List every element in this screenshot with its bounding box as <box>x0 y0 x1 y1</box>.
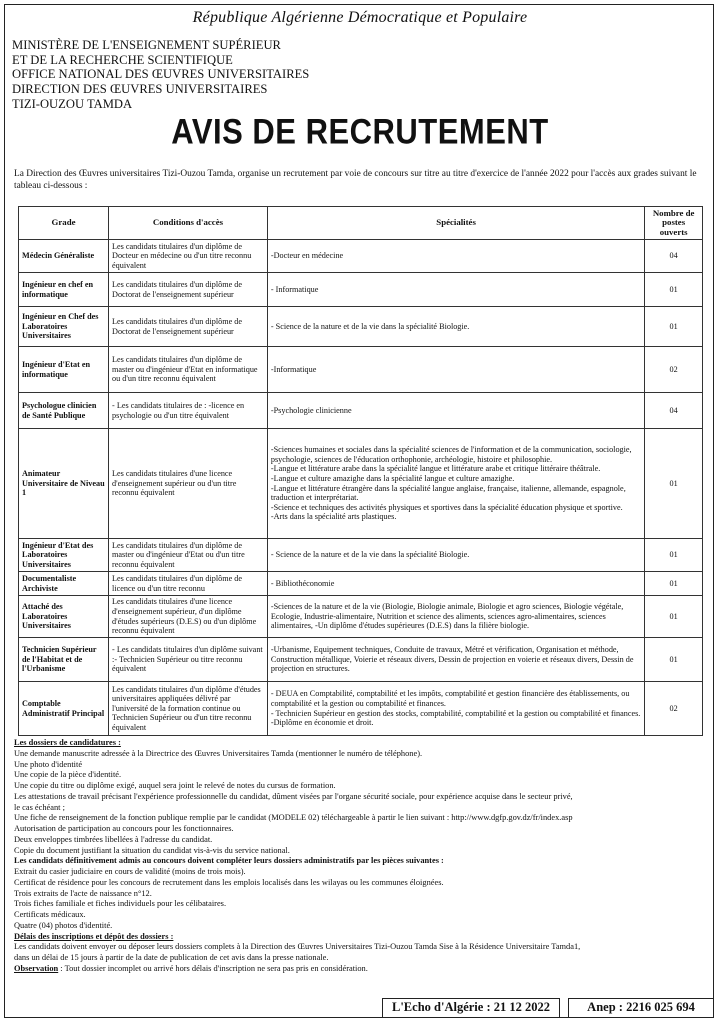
specialite-line: -Diplôme en économie et droit. <box>270 718 374 728</box>
ministry-line: ET DE LA RECHERCHE SCIENTIFIQUE <box>12 52 233 67</box>
postes-cell: 01 <box>645 539 703 572</box>
dossier-item: Une copie du titre ou diplôme exigé, auquel sera joint le relevé de notes du cursus de formation. <box>14 781 336 790</box>
admis-title: Les candidats définitivement admis au concours doivent compléter leurs dossiers administratifs par les pièces suivantes : <box>14 856 444 866</box>
observation-text: : Tout dossier incomplet ou arrivé hors délais d'inscription ne sera pas pris en considération. <box>58 963 368 973</box>
dossier-item: Les attestations de travail précisant l'expérience professionnelle du candidat, dûment visées par l'organe sécurité sociale, pour expérience acquise dans le secteur privé, <box>14 791 573 801</box>
specialite-line: -Sciences humaines et sociales dans la spécialité sciences de l'information et de la communication, sociologie, <box>270 445 632 455</box>
conditions-cell: Les candidats titulaires d'un diplôme de Doctorat de l'enseignement supérieur <box>109 273 268 307</box>
recruitment-table <box>18 206 703 736</box>
observation-label: Observation <box>14 963 59 973</box>
ministry-block <box>12 38 309 112</box>
admis-item: Extrait du casier judiciaire en cours de validité (moins de trois mois). <box>14 867 246 876</box>
specialites-cell: - Science de la nature et de la vie dans la spécialité Biologie. <box>267 307 644 347</box>
grade-cell: Technicien Supérieur de l'Habitat et de l'Urbanisme <box>19 638 109 682</box>
ministry-line: MINISTÈRE DE L'ENSEIGNEMENT SUPÉRIEUR <box>12 38 281 52</box>
dossier-item: Une fiche de renseignement de la fonction publique remplie par le candidat (MODELE 02) téléchargeable à partir le lien suivant : http://www.dgfp.gov.dz/fr/index.asp <box>14 813 573 823</box>
conditions-cell: - Les candidats titulaires de : -licence en psychologie ou d'un titre équivalent <box>109 393 268 429</box>
dossier-item: Autorisation de participation au concours pour les fonctionnaires. <box>14 824 234 833</box>
conditions-cell: Les candidats titulaires d'un diplôme de Doctorat de l'enseignement supérieur <box>109 307 268 347</box>
specialites-cell: -Docteur en médecine <box>267 240 644 273</box>
dossier-item: Une demande manuscrite adressée à la Directrice des Œuvres Universitaires Tamda (mentionner le numéro de téléphone). <box>14 748 423 758</box>
admis-item: Quatre (04) photos d'identité. <box>14 920 113 930</box>
specialites-cell: -Urbanisme, Equipement techniques, Conduite de travaux, Métré et vérification, Organisation et méthode, Construction métallique, Voierie et réseaux divers, Dessin de projection en voierie et réseaux divers, Dessin de projection en structures. <box>267 638 644 682</box>
header-postes: Nombre de postes ouverts <box>645 207 703 240</box>
specialite-line: -Langue et littérature arabe dans la spécialité langue et littérature arabe et critique littéraire théâtrale. <box>270 464 601 474</box>
specialites-cell: - Informatique <box>267 273 644 307</box>
dossier-item: Une photo d'identité <box>14 759 83 769</box>
postes-cell: 01 <box>645 596 703 638</box>
grade-cell: Documentaliste Archiviste <box>19 572 109 596</box>
table-row <box>19 682 703 736</box>
dossier-item: Une copie de la pièce d'identité. <box>14 770 122 780</box>
specialites-cell <box>267 429 644 539</box>
dossier-item: Copie du document justifiant la situation du candidat vis-à-vis du service national. <box>14 845 290 855</box>
table-row <box>19 638 703 682</box>
specialite-line: -Arts dans la spécialité arts plastiques. <box>270 512 397 522</box>
delais-line: Les candidats doivent envoyer ou déposer leurs dossiers complets à la Direction des Œuvres Universitaires Tizi-Ouzou Tamda Sise à la Résidence Universitaire Tamda1, <box>14 942 581 952</box>
table-row <box>19 307 703 347</box>
specialite-line: - DEUA en Comptabilité, comptabilité et les impôts, comptabilité et gestion financière des établissements, ou comptabilité et la gestion ou comptabilité et finances. <box>270 689 630 708</box>
grade-cell: Attaché des Laboratoires Universitaires <box>19 596 109 638</box>
anep-reference-box: Anep : 2216 025 694 <box>568 998 714 1018</box>
ministry-line: TIZI-OUZOU TAMDA <box>12 96 133 111</box>
grade-cell: Ingénieur en Chef des Laboratoires Universitaires <box>19 307 109 347</box>
table-row <box>19 273 703 307</box>
table-header-row <box>19 207 703 240</box>
page-title: AVIS DE RECRUTEMENT <box>171 111 549 152</box>
admis-item: Certificat de résidence pour les concours de recrutement dans les emplois localisés dans les wilayas ou les communes éloignées. <box>14 877 444 887</box>
observation-line <box>14 964 704 975</box>
postes-cell: 02 <box>645 682 703 736</box>
header-grade: Grade <box>19 207 109 240</box>
table-row <box>19 240 703 273</box>
specialite-line: psychologie, sciences de l'éducation orthophonie, archéologie, histoire et philosophie. <box>270 454 553 464</box>
conditions-cell: Les candidats titulaires d'une licence d'enseignement supérieur ou d'un titre reconnu équivalent <box>109 429 268 539</box>
postes-cell: 04 <box>645 393 703 429</box>
header-specialites: Spécialités <box>267 207 644 240</box>
grade-cell: Psychologue clinicien de Santé Publique <box>19 393 109 429</box>
postes-cell: 01 <box>645 273 703 307</box>
delais-line: dans un délai de 15 jours à partir de la date de publication de cet avis dans la presse nationale. <box>14 953 329 962</box>
conditions-cell: Les candidats titulaires d'un diplôme d'études universitaires appliquées délivré par l'université de la formation continue ou Technicien Supérieur ou d'un titre reconnu équivalent <box>109 682 268 736</box>
grade-cell: Comptable Administratif Principal <box>19 682 109 736</box>
specialites-cell <box>267 682 644 736</box>
admis-item: Trois extraits de l'acte de naissance n°12. <box>14 888 152 898</box>
ministry-line: OFFICE NATIONAL DES ŒUVRES UNIVERSITAIRES <box>12 67 310 82</box>
dossiers-title: Les dossiers de candidatures : <box>14 738 121 747</box>
grade-cell: Médecin Généraliste <box>19 240 109 273</box>
conditions-cell: Les candidats titulaires d'un diplôme de master ou d'ingénieur d'Etat en informatique ou d'un titre reconnu équivalent <box>109 347 268 393</box>
conditions-cell: Les candidats titulaires d'un diplôme de Docteur en médecine ou d'un titre reconnu équivalent <box>109 240 268 273</box>
grade-cell: Ingénieur d'Etat en informatique <box>19 347 109 393</box>
table-row <box>19 539 703 572</box>
admis-item: Certificats médicaux. <box>14 910 86 919</box>
conditions-cell: Les candidats titulaires d'un diplôme de licence ou d'un titre reconnu <box>109 572 268 596</box>
postes-cell: 02 <box>645 347 703 393</box>
conditions-cell: - Les candidats titulaires d'un diplôme suivant :- Technicien Supérieur ou titre reconnu équivalent <box>109 638 268 682</box>
specialites-cell: - Bibliothéconomie <box>267 572 644 596</box>
specialite-line: - Technicien Supérieur en gestion des stocks, comptabilité, comptabilité et la gestion ou comptabilité et finances. <box>270 708 641 718</box>
republic-heading: République Algérienne Démocratique et Populaire <box>192 9 528 26</box>
grade-cell: Ingénieur d'Etat des Laboratoires Universitaires <box>19 539 109 572</box>
ministry-line: DIRECTION DES ŒUVRES UNIVERSITAIRES <box>12 82 268 97</box>
postes-cell: 01 <box>645 638 703 682</box>
table-row <box>19 347 703 393</box>
specialites-cell: -Sciences de la nature et de la vie (Biologie, Biologie animale, Biologie et agro sciences, Biologie végétale, Ecologie, Industrie-alimentaire, Nutrition et science des aliments, sciences agro-alimentaires, sciences alimentaires, -Un diplôme d'études supérieures (D.E.S) dans la filière biologie. <box>267 596 644 638</box>
delais-title: Délais des inscriptions et dépôt des dossiers : <box>14 931 174 941</box>
table-row <box>19 429 703 539</box>
table-row <box>19 393 703 429</box>
dossier-item: le cas échéant ; <box>14 802 65 812</box>
specialite-line: -Science et techniques des activités physiques et sportives dans la spécialité éducation physique et sportive. <box>270 502 623 512</box>
specialite-line: -Langue et littérature étrangère dans la spécialité langue anglaise, française, italienne, allemande, espagnole, traduction et interprétariat. <box>270 483 626 503</box>
specialites-cell: -Psychologie clinicienne <box>267 393 644 429</box>
grade-cell: Animateur Universitaire de Niveau 1 <box>19 429 109 539</box>
dossiers-section <box>14 738 704 975</box>
postes-cell: 01 <box>645 307 703 347</box>
table-row <box>19 596 703 638</box>
admis-item: Trois fiches familiale et fiches individuels pour les célibataires. <box>14 899 227 909</box>
postes-cell: 04 <box>645 240 703 273</box>
specialites-cell: - Science de la nature et de la vie dans la spécialité Biologie. <box>267 539 644 572</box>
conditions-cell: Les candidats titulaires d'un diplôme de master ou d'ingénieur d'Etat ou d'un titre reconnu équivalent <box>109 539 268 572</box>
conditions-cell: Les candidats titulaires d'une licence d'enseignement supérieur, d'un diplôme d'études supérieurs (D.E.S) ou d'un diplôme reconnu équivalent <box>109 596 268 638</box>
table-row <box>19 572 703 596</box>
postes-cell: 01 <box>645 429 703 539</box>
postes-cell: 01 <box>645 572 703 596</box>
newspaper-date-box: L'Echo d'Algérie : 21 12 2022 <box>382 998 560 1018</box>
grade-cell: Ingénieur en chef en informatique <box>19 273 109 307</box>
specialite-line: -Langue et culture amazighe dans la spécialité langue et culture amazighe. <box>270 473 515 483</box>
specialites-cell: -Informatique <box>267 347 644 393</box>
intro-paragraph: La Direction des Œuvres universitaires Tizi-Ouzou Tamda, organise un recrutement par voie de concours sur titre au titre d'exercice de l'année 2022 pour l'accès aux grades suivant le tableau ci-dessous : <box>14 169 697 191</box>
dossier-item: Deux enveloppes timbrées libellées à l'adresse du candidat. <box>14 834 213 844</box>
header-conditions: Conditions d'accès <box>109 207 268 240</box>
